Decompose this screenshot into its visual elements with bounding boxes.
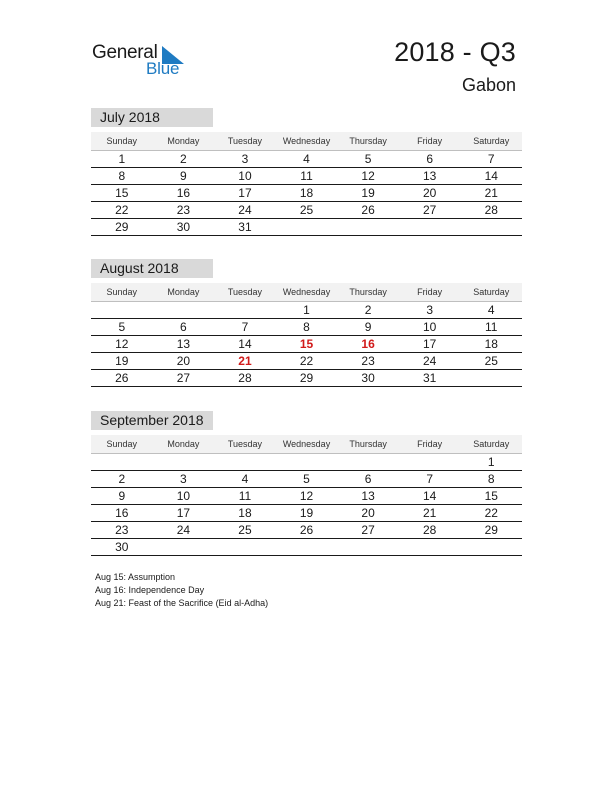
day-cell: 24 (238, 203, 252, 217)
day-cell: 22 (484, 506, 498, 520)
day-cell: 3 (426, 303, 434, 317)
holiday-item: Aug 16: Independence Day (95, 585, 205, 595)
day-cell: 6 (364, 472, 372, 486)
day-cell: 8 (118, 169, 126, 183)
day-cell: 1 (303, 303, 310, 317)
day-cell: 8 (303, 320, 310, 334)
day-cell: 19 (299, 506, 314, 520)
day-cell (153, 454, 215, 470)
day-cell: 24 (423, 354, 437, 368)
day-cell: 17 (423, 337, 437, 351)
weekday-name: Thursday (349, 439, 387, 449)
day-cell: 18 (299, 186, 314, 200)
week-row (91, 185, 522, 202)
week-row (91, 319, 522, 336)
weekday-name: Monday (167, 439, 200, 449)
day-cell: 31 (238, 220, 252, 234)
day-cell: 20 (176, 354, 191, 368)
week-row (91, 168, 522, 185)
weekday-name: Thursday (349, 287, 387, 297)
weekday-name: Sunday (106, 287, 138, 297)
weekday-name: Friday (417, 287, 443, 297)
day-cell (460, 219, 522, 235)
day-cell: 15 (484, 489, 498, 503)
day-cell: 7 (426, 472, 434, 486)
day-cell: 28 (423, 523, 437, 537)
day-cell: 25 (238, 523, 252, 537)
day-cell (460, 370, 522, 386)
day-cell: 7 (241, 320, 249, 334)
week-row (91, 302, 522, 319)
day-cell: 26 (361, 203, 375, 217)
day-cell: 9 (180, 169, 187, 183)
day-cell: 21 (238, 354, 252, 368)
day-cell: 29 (115, 220, 129, 234)
page-title: 2018 - Q3 (394, 37, 516, 67)
month-september (91, 411, 522, 556)
weekday-name: Sunday (106, 136, 138, 146)
week-row (91, 454, 522, 471)
weekday-header (91, 435, 522, 454)
day-cell: 18 (484, 337, 498, 351)
day-cell: 18 (238, 506, 252, 520)
day-cell: 16 (361, 337, 375, 351)
day-cell: 11 (238, 489, 252, 503)
day-cell: 17 (176, 506, 191, 520)
day-cell (460, 539, 522, 555)
day-cell: 8 (487, 472, 495, 486)
day-cell: 23 (115, 523, 129, 537)
country-name: Gabon (461, 75, 516, 95)
day-cell: 14 (238, 337, 252, 351)
weekday-name: Wednesday (282, 287, 331, 297)
day-cell (153, 302, 215, 318)
weekday-name: Wednesday (282, 136, 331, 146)
week-row (91, 151, 522, 168)
week-row (91, 370, 522, 387)
week-row (91, 202, 522, 219)
week-row (91, 488, 522, 505)
day-cell: 26 (115, 371, 129, 385)
day-cell (276, 219, 338, 235)
weekday-name: Tuesday (227, 439, 263, 449)
day-cell: 28 (238, 371, 252, 385)
generalblue-logo (92, 42, 192, 78)
day-cell (276, 539, 338, 555)
weekday-name: Friday (417, 136, 443, 146)
week-row (91, 471, 522, 488)
weekday-name: Saturday (473, 136, 510, 146)
day-cell: 19 (115, 354, 129, 368)
day-cell: 22 (115, 203, 129, 217)
day-cell: 31 (423, 371, 437, 385)
weekday-name: Wednesday (282, 439, 331, 449)
day-cell (214, 302, 276, 318)
day-cell (214, 454, 276, 470)
weekday-header (91, 283, 522, 302)
week-row (91, 505, 522, 522)
week-row (91, 336, 522, 353)
day-cell: 2 (364, 303, 372, 317)
day-cell: 28 (484, 203, 498, 217)
day-cell: 9 (364, 320, 372, 334)
weekday-name: Saturday (473, 439, 510, 449)
day-cell: 30 (361, 371, 375, 385)
logo-word-general: General (92, 42, 158, 63)
day-cell: 23 (176, 203, 191, 217)
month-july (91, 108, 522, 236)
day-cell: 4 (241, 472, 249, 486)
week-row (91, 539, 522, 556)
day-cell: 6 (180, 320, 187, 334)
day-cell: 10 (176, 489, 191, 503)
weekday-name: Monday (167, 287, 200, 297)
day-cell: 14 (423, 489, 437, 503)
day-cell: 2 (118, 472, 126, 486)
day-cell: 29 (299, 371, 314, 385)
day-cell: 9 (118, 489, 126, 503)
day-cell: 4 (487, 303, 495, 317)
day-cell (399, 454, 461, 470)
day-cell: 12 (115, 337, 129, 351)
day-cell: 24 (176, 523, 191, 537)
week-row (91, 219, 522, 236)
holiday-item: Aug 21: Feast of the Sacrifice (Eid al-Adha) (95, 598, 269, 608)
month-august (91, 259, 522, 387)
day-cell: 3 (180, 472, 187, 486)
week-row (91, 522, 522, 539)
day-cell: 17 (238, 186, 252, 200)
day-cell: 5 (118, 320, 126, 334)
day-cell (214, 539, 276, 555)
weekday-name: Tuesday (227, 136, 263, 146)
weekday-name: Thursday (349, 136, 387, 146)
day-cell (399, 219, 461, 235)
weekday-name: Tuesday (227, 287, 263, 297)
day-cell: 27 (176, 371, 191, 385)
day-cell: 7 (487, 152, 495, 166)
day-cell: 29 (484, 523, 498, 537)
day-cell (153, 539, 215, 555)
day-cell: 11 (485, 320, 498, 334)
month-title: August 2018 (91, 259, 213, 278)
day-cell: 13 (176, 337, 191, 351)
month-title: July 2018 (91, 108, 213, 127)
day-cell: 19 (361, 186, 375, 200)
day-cell (337, 454, 399, 470)
day-cell (337, 539, 399, 555)
day-cell (337, 219, 399, 235)
day-cell: 1 (118, 152, 126, 166)
day-cell (91, 454, 153, 470)
holiday-list (95, 571, 268, 610)
day-cell: 5 (303, 472, 310, 486)
day-cell: 13 (423, 169, 437, 183)
day-cell: 16 (176, 186, 191, 200)
day-cell: 20 (361, 506, 375, 520)
day-cell: 15 (115, 186, 129, 200)
week-row (91, 353, 522, 370)
day-cell: 10 (423, 320, 437, 334)
day-cell: 12 (361, 169, 375, 183)
day-cell: 21 (484, 186, 498, 200)
day-cell: 20 (423, 186, 437, 200)
day-cell: 27 (423, 203, 437, 217)
day-cell (91, 302, 153, 318)
day-cell: 10 (238, 169, 252, 183)
day-cell: 13 (361, 489, 375, 503)
weekday-name: Monday (167, 136, 200, 146)
month-title: September 2018 (91, 411, 213, 430)
day-cell: 5 (364, 152, 372, 166)
logo-word-blue: Blue (146, 59, 180, 78)
day-cell: 11 (300, 169, 313, 183)
day-cell: 16 (115, 506, 129, 520)
day-cell: 2 (180, 152, 187, 166)
day-cell: 12 (299, 489, 314, 503)
day-cell (399, 539, 461, 555)
day-cell: 27 (361, 523, 375, 537)
day-cell: 30 (176, 220, 191, 234)
weekday-name: Sunday (106, 439, 138, 449)
day-cell: 6 (426, 152, 434, 166)
day-cell: 4 (303, 152, 310, 166)
day-cell: 15 (299, 337, 314, 351)
day-cell: 1 (487, 455, 495, 469)
day-cell: 3 (241, 152, 249, 166)
day-cell: 22 (299, 354, 314, 368)
holiday-item: Aug 15: Assumption (95, 572, 176, 582)
day-cell: 30 (115, 540, 129, 554)
weekday-name: Friday (417, 439, 443, 449)
day-cell: 21 (423, 506, 437, 520)
weekday-name: Saturday (473, 287, 510, 297)
day-cell: 26 (299, 523, 314, 537)
day-cell: 25 (299, 203, 314, 217)
day-cell: 14 (484, 169, 498, 183)
weekday-header (91, 132, 522, 151)
day-cell: 25 (484, 354, 498, 368)
day-cell: 23 (361, 354, 375, 368)
day-cell (276, 454, 338, 470)
